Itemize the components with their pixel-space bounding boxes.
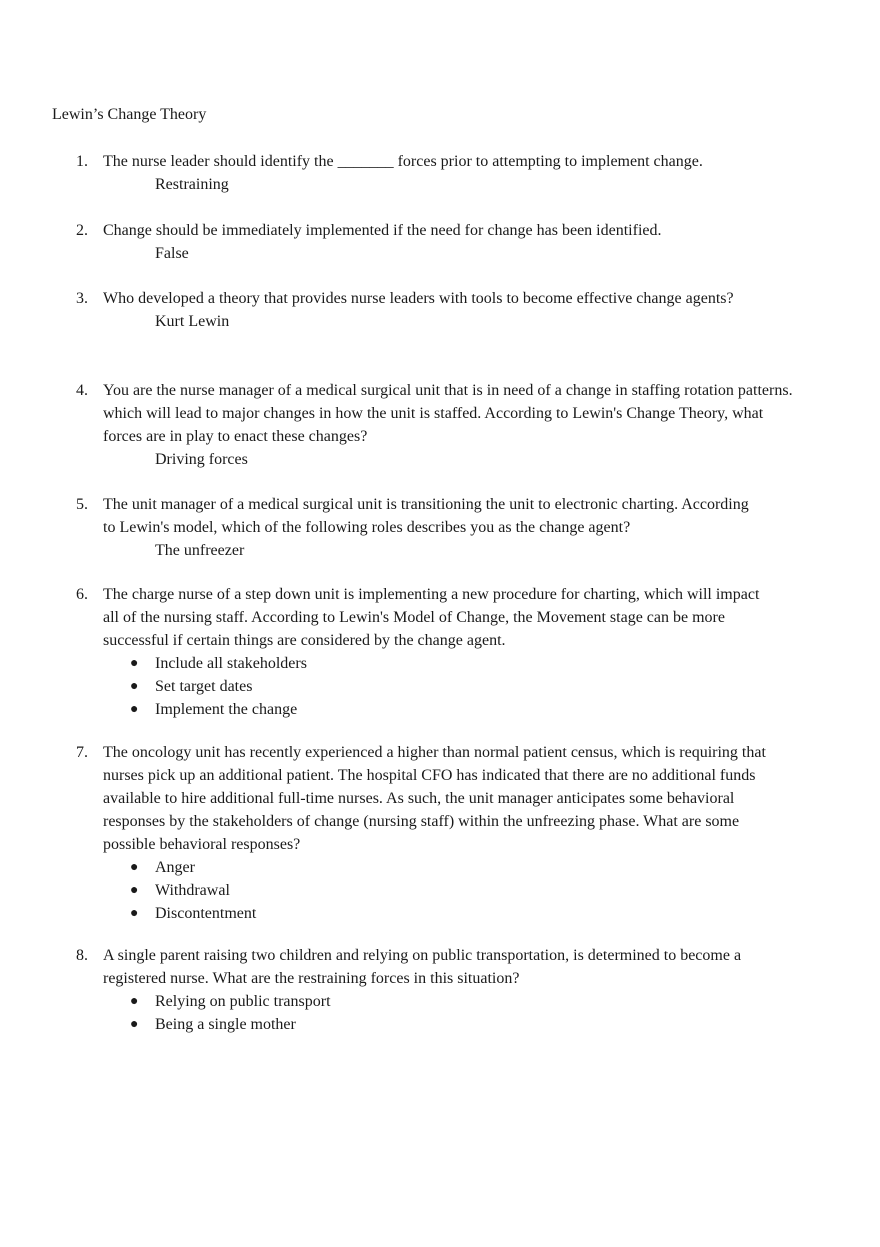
question-text: The charge nurse of a step down unit is implementing a new procedure for charting, which will impact all of the nursing staff. According to Lewin's Model of Change, the Movement stage can be more successful if certain things are considered by the change agent.: [103, 586, 760, 649]
list-item: ● Being a single mother: [103, 1013, 793, 1036]
list-item: ● Include all stakeholders: [103, 652, 775, 675]
bullet-list: [103, 652, 775, 721]
bullet-icon: ●: [130, 656, 139, 671]
bullet-icon: ●: [130, 679, 139, 694]
list-item: ● Relying on public transport: [103, 990, 793, 1013]
question-number: 2.: [76, 222, 88, 239]
question-number: 1.: [76, 153, 88, 170]
bullet-icon: ●: [130, 994, 139, 1009]
question-text: The nurse leader should identify the _______ forces prior to attempting to implement change.: [103, 153, 703, 170]
bullet-icon: ●: [130, 702, 139, 717]
question-number: 8.: [76, 947, 88, 964]
question-text: You are the nurse manager of a medical surgical unit that is in need of a change in staffing rotation patterns. which will lead to major changes in how the unit is staffed. According to Lewin's Change Theory, what forces are in play to enact these changes?: [103, 382, 793, 445]
question-text: Change should be immediately implemented if the need for change has been identified.: [103, 222, 662, 239]
document-title: Lewin’s Change Theory: [52, 106, 207, 123]
bullet-list: [103, 856, 781, 925]
list-item: ● Discontentment: [103, 902, 781, 925]
answer-text: False: [155, 245, 189, 262]
question-number: 5.: [76, 496, 88, 513]
question-number: 4.: [76, 382, 88, 399]
bullet-icon: ●: [130, 1017, 139, 1032]
bullet-icon: ●: [130, 906, 139, 921]
question-number: 3.: [76, 290, 88, 307]
list-item: ● Implement the change: [103, 698, 775, 721]
answer-text: The unfreezer: [155, 542, 245, 559]
answer-text: Restraining: [155, 176, 229, 193]
bullet-icon: ●: [130, 860, 139, 875]
question-text: The unit manager of a medical surgical unit is transitioning the unit to electronic charting. According to Lewin's model, which of the following roles describes you as the change agent?: [103, 496, 749, 536]
answer-text: Kurt Lewin: [155, 313, 230, 330]
list-item: ● Set target dates: [103, 675, 775, 698]
list-item: ● Withdrawal: [103, 879, 781, 902]
question-text: A single parent raising two children and relying on public transportation, is determined to become a registered nurse. What are the restraining forces in this situation?: [103, 947, 742, 987]
bullet-icon: ●: [130, 883, 139, 898]
question-number: 6.: [76, 586, 88, 603]
bullet-list: [103, 990, 793, 1036]
question-text: The oncology unit has recently experienced a higher than normal patient census, which is requiring that nurses pick up an additional patient. The hospital CFO has indicated that there are no additional funds available to hire additional full-time nurses. As such, the unit manager anticipates some behavioral responses by the stakeholders of change (nursing staff) within the unfreezing phase. What are some possible behavioral responses?: [103, 744, 766, 853]
question-text: Who developed a theory that provides nurse leaders with tools to become effective change agents?: [103, 290, 734, 307]
answer-text: Driving forces: [155, 451, 248, 468]
list-item: ● Anger: [103, 856, 781, 879]
question-number: 7.: [76, 744, 88, 761]
